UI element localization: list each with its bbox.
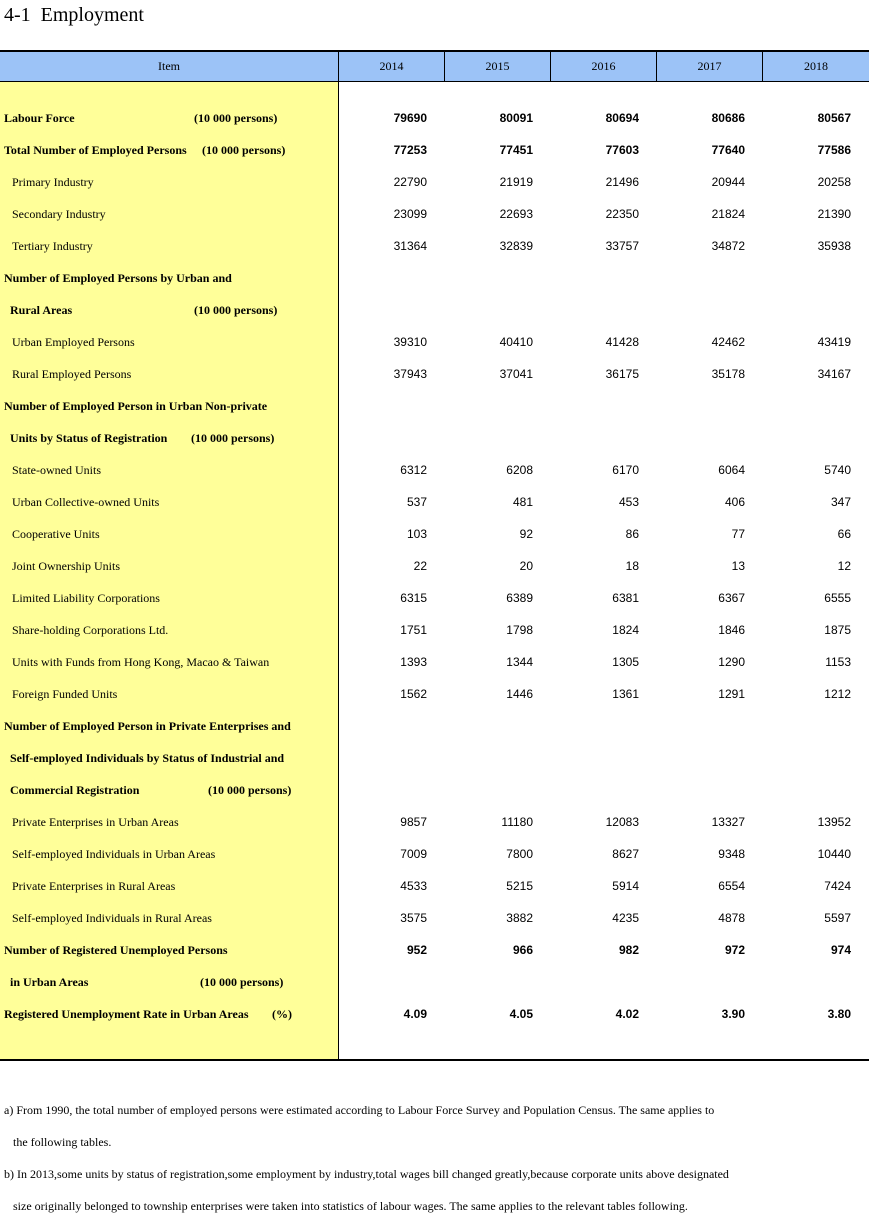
cell-value: 347 bbox=[830, 495, 851, 509]
cell-value: 80091 bbox=[499, 111, 533, 125]
cell-value: 1393 bbox=[400, 655, 427, 669]
cell-value: 20258 bbox=[817, 175, 851, 189]
cell-value: 20944 bbox=[711, 175, 745, 189]
row-label: Limited Liability Corporations bbox=[12, 591, 160, 605]
cell-value: 4.02 bbox=[615, 1007, 639, 1021]
cell-value: 21919 bbox=[499, 175, 533, 189]
cell-value: 1824 bbox=[612, 623, 639, 637]
row-unit: (10 000 persons) bbox=[194, 303, 278, 317]
table-row bbox=[0, 134, 869, 166]
cell-value: 1875 bbox=[824, 623, 851, 637]
header-year-2018: 2018 bbox=[762, 52, 869, 81]
cell-value: 80694 bbox=[605, 111, 639, 125]
cell-value: 966 bbox=[512, 943, 533, 957]
cell-value: 1751 bbox=[400, 623, 427, 637]
header-year-2017: 2017 bbox=[656, 52, 762, 81]
table-row bbox=[0, 326, 869, 358]
cell-value: 4235 bbox=[612, 911, 639, 925]
row-label: Units with Funds from Hong Kong, Macao & Taiwan bbox=[12, 655, 270, 669]
cell-value: 35938 bbox=[817, 239, 851, 253]
cell-value: 13952 bbox=[817, 815, 851, 829]
cell-value: 9348 bbox=[718, 847, 745, 861]
cell-value: 6555 bbox=[824, 591, 851, 605]
cell-value: 6315 bbox=[400, 591, 427, 605]
cell-value: 66 bbox=[837, 527, 851, 541]
row-label: Private Enterprises in Urban Areas bbox=[12, 815, 179, 829]
bottom-rule bbox=[0, 1059, 869, 1061]
cell-value: 5914 bbox=[612, 879, 639, 893]
cell-value: 20 bbox=[519, 559, 533, 573]
cell-value: 1305 bbox=[612, 655, 639, 669]
table-row bbox=[0, 710, 869, 742]
cell-value: 22 bbox=[413, 559, 427, 573]
cell-value: 1798 bbox=[506, 623, 533, 637]
row-label: State-owned Units bbox=[12, 463, 101, 477]
cell-value: 21496 bbox=[605, 175, 639, 189]
row-label: Units by Status of Registration bbox=[10, 431, 168, 445]
cell-value: 6367 bbox=[718, 591, 745, 605]
cell-value: 952 bbox=[406, 943, 427, 957]
cell-value: 8627 bbox=[612, 847, 639, 861]
cell-value: 3575 bbox=[400, 911, 427, 925]
cell-value: 3.90 bbox=[721, 1007, 745, 1021]
table-row bbox=[0, 518, 869, 550]
cell-value: 41428 bbox=[605, 335, 639, 349]
table-row bbox=[0, 486, 869, 518]
footnote-line: size originally belonged to township enterprises were taken into statistics of labour wages. The same applies to the relevant tables following. bbox=[4, 1199, 688, 1213]
cell-value: 4.09 bbox=[403, 1007, 427, 1021]
cell-value: 4533 bbox=[400, 879, 427, 893]
row-unit: (10 000 persons) bbox=[208, 783, 292, 797]
table-row bbox=[0, 230, 869, 262]
row-label: Number of Registered Unemployed Persons bbox=[4, 943, 228, 957]
table-row bbox=[0, 934, 869, 966]
table-row bbox=[0, 614, 869, 646]
cell-value: 22790 bbox=[393, 175, 427, 189]
cell-value: 77640 bbox=[711, 143, 745, 157]
cell-value: 37943 bbox=[393, 367, 427, 381]
footnote-line: the following tables. bbox=[4, 1135, 112, 1149]
table-row bbox=[0, 198, 869, 230]
cell-value: 6170 bbox=[612, 463, 639, 477]
cell-value: 34167 bbox=[817, 367, 851, 381]
cell-value: 43419 bbox=[817, 335, 851, 349]
row-label: Number of Employed Persons by Urban and bbox=[4, 271, 232, 285]
row-unit: (10 000 persons) bbox=[200, 975, 284, 989]
row-label: Self-employed Individuals in Urban Areas bbox=[12, 847, 216, 861]
table-row bbox=[0, 454, 869, 486]
cell-value: 982 bbox=[618, 943, 639, 957]
cell-value: 86 bbox=[625, 527, 639, 541]
table-row bbox=[0, 966, 869, 998]
page-title: 4-1 Employment bbox=[4, 4, 144, 26]
cell-value: 1344 bbox=[506, 655, 533, 669]
table-row bbox=[0, 742, 869, 774]
cell-value: 35178 bbox=[711, 367, 745, 381]
cell-value: 77603 bbox=[605, 143, 639, 157]
row-label: Tertiary Industry bbox=[12, 239, 93, 253]
row-label: Number of Employed Person in Urban Non-private bbox=[4, 399, 268, 413]
cell-value: 39310 bbox=[393, 335, 427, 349]
cell-value: 6389 bbox=[506, 591, 533, 605]
table-row bbox=[0, 422, 869, 454]
cell-value: 42462 bbox=[711, 335, 745, 349]
cell-value: 6381 bbox=[612, 591, 639, 605]
table-row bbox=[0, 582, 869, 614]
row-label: Foreign Funded Units bbox=[12, 687, 118, 701]
header-year-2014: 2014 bbox=[338, 52, 444, 81]
footnote-line: a) From 1990, the total number of employed persons were estimated according to Labour Force Survey and Population Census. The same applies to bbox=[4, 1103, 715, 1117]
table-row bbox=[0, 102, 869, 134]
cell-value: 92 bbox=[519, 527, 533, 541]
cell-value: 5215 bbox=[506, 879, 533, 893]
cell-value: 36175 bbox=[605, 367, 639, 381]
cell-value: 10440 bbox=[817, 847, 851, 861]
table-row bbox=[0, 678, 869, 710]
cell-value: 537 bbox=[406, 495, 427, 509]
header-year-2016: 2016 bbox=[550, 52, 656, 81]
cell-value: 77253 bbox=[393, 143, 427, 157]
cell-value: 5740 bbox=[824, 463, 851, 477]
cell-value: 22350 bbox=[605, 207, 639, 221]
cell-value: 7424 bbox=[824, 879, 851, 893]
table-row bbox=[0, 806, 869, 838]
cell-value: 453 bbox=[618, 495, 639, 509]
row-label: Urban Collective-owned Units bbox=[12, 495, 160, 509]
row-unit: (10 000 persons) bbox=[194, 111, 278, 125]
row-label: Self-employed Individuals by Status of Industrial and bbox=[10, 751, 285, 765]
cell-value: 406 bbox=[724, 495, 745, 509]
cell-value: 6312 bbox=[400, 463, 427, 477]
cell-value: 33757 bbox=[605, 239, 639, 253]
cell-value: 3882 bbox=[506, 911, 533, 925]
table-row bbox=[0, 870, 869, 902]
cell-value: 80567 bbox=[817, 111, 851, 125]
cell-value: 12083 bbox=[605, 815, 639, 829]
cell-value: 3.80 bbox=[827, 1007, 851, 1021]
table-row bbox=[0, 390, 869, 422]
row-label: Self-employed Individuals in Rural Areas bbox=[12, 911, 212, 925]
table-row bbox=[0, 358, 869, 390]
table-row bbox=[0, 550, 869, 582]
table-row bbox=[0, 166, 869, 198]
table-row bbox=[0, 262, 869, 294]
cell-value: 4878 bbox=[718, 911, 745, 925]
cell-value: 7800 bbox=[506, 847, 533, 861]
row-label: Rural Areas bbox=[10, 303, 73, 317]
cell-value: 6064 bbox=[718, 463, 745, 477]
row-label: Urban Employed Persons bbox=[12, 335, 135, 349]
cell-value: 79690 bbox=[393, 111, 427, 125]
cell-value: 18 bbox=[625, 559, 639, 573]
cell-value: 1446 bbox=[506, 687, 533, 701]
cell-value: 1846 bbox=[718, 623, 745, 637]
cell-value: 31364 bbox=[393, 239, 427, 253]
table-row bbox=[0, 838, 869, 870]
table-row bbox=[0, 774, 869, 806]
row-unit: (10 000 persons) bbox=[191, 431, 275, 445]
cell-value: 6554 bbox=[718, 879, 745, 893]
cell-value: 13327 bbox=[711, 815, 745, 829]
cell-value: 1290 bbox=[718, 655, 745, 669]
row-label: Labour Force bbox=[4, 111, 75, 125]
row-label: in Urban Areas bbox=[10, 975, 89, 989]
row-label: Rural Employed Persons bbox=[12, 367, 132, 381]
row-label: Number of Employed Person in Private Enterprises and bbox=[4, 719, 291, 733]
cell-value: 32839 bbox=[499, 239, 533, 253]
cell-value: 1361 bbox=[612, 687, 639, 701]
cell-value: 6208 bbox=[506, 463, 533, 477]
cell-value: 103 bbox=[406, 527, 427, 541]
row-label: Commercial Registration bbox=[10, 783, 140, 797]
cell-value: 4.05 bbox=[509, 1007, 533, 1021]
table-row bbox=[0, 998, 869, 1030]
row-label: Total Number of Employed Persons bbox=[4, 143, 187, 157]
cell-value: 13 bbox=[731, 559, 745, 573]
row-label: Share-holding Corporations Ltd. bbox=[12, 623, 169, 637]
cell-value: 77451 bbox=[499, 143, 533, 157]
row-unit: (%) bbox=[272, 1007, 292, 1021]
cell-value: 1153 bbox=[825, 655, 851, 669]
cell-value: 80686 bbox=[711, 111, 745, 125]
table-row bbox=[0, 294, 869, 326]
cell-value: 77586 bbox=[817, 143, 851, 157]
row-label: Registered Unemployment Rate in Urban Areas bbox=[4, 1007, 249, 1021]
table-row bbox=[0, 646, 869, 678]
cell-value: 7009 bbox=[400, 847, 427, 861]
row-label: Cooperative Units bbox=[12, 527, 100, 541]
cell-value: 12 bbox=[837, 559, 851, 573]
cell-value: 1212 bbox=[824, 687, 851, 701]
cell-value: 974 bbox=[830, 943, 851, 957]
cell-value: 9857 bbox=[400, 815, 427, 829]
row-unit: (10 000 persons) bbox=[202, 143, 286, 157]
cell-value: 77 bbox=[731, 527, 745, 541]
cell-value: 21390 bbox=[817, 207, 851, 221]
row-label: Joint Ownership Units bbox=[12, 559, 120, 573]
cell-value: 22693 bbox=[499, 207, 533, 221]
cell-value: 11180 bbox=[501, 815, 533, 829]
cell-value: 40410 bbox=[499, 335, 533, 349]
row-label: Private Enterprises in Rural Areas bbox=[12, 879, 176, 893]
table-header bbox=[0, 52, 869, 82]
cell-value: 21824 bbox=[711, 207, 745, 221]
header-item: Item bbox=[158, 59, 180, 73]
cell-value: 481 bbox=[512, 495, 533, 509]
header-year-2015: 2015 bbox=[444, 52, 550, 81]
cell-value: 5597 bbox=[824, 911, 851, 925]
cell-value: 23099 bbox=[393, 207, 427, 221]
cell-value: 34872 bbox=[711, 239, 745, 253]
table-row bbox=[0, 902, 869, 934]
cell-value: 1562 bbox=[400, 687, 427, 701]
footnote-line: b) In 2013,some units by status of registration,some employment by industry,total wages bill changed greatly,because corporate units above designated bbox=[4, 1167, 729, 1181]
cell-value: 972 bbox=[724, 943, 745, 957]
cell-value: 1291 bbox=[718, 687, 745, 701]
cell-value: 37041 bbox=[499, 367, 533, 381]
row-label: Secondary Industry bbox=[12, 207, 106, 221]
row-label: Primary Industry bbox=[12, 175, 94, 189]
